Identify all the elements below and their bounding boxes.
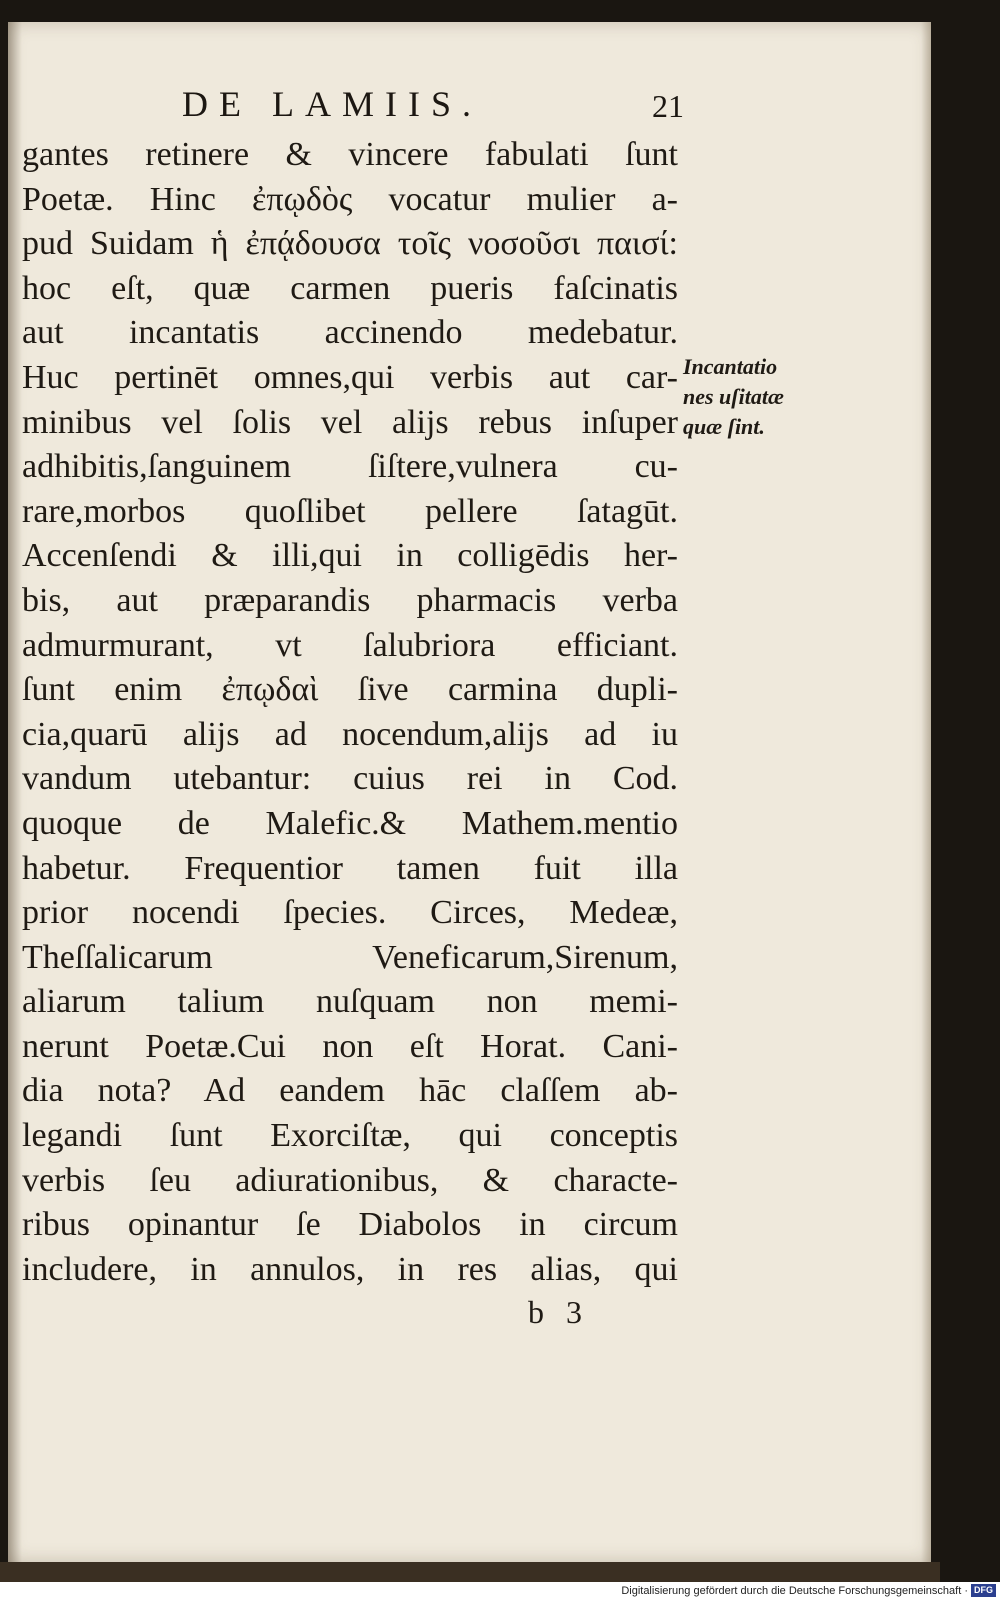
page-number: 21: [652, 88, 684, 124]
text-line: cia,quarū alijs ad nocendum,alijs ad iu: [22, 715, 678, 753]
page-edge: [921, 22, 931, 1562]
marginal-note-line: nes uſitatæ: [683, 384, 784, 409]
text-line: aliarum talium nuſquam non memi-: [22, 983, 678, 1021]
signature-mark: b 3: [528, 1294, 582, 1330]
text-line: dia nota? Ad eandem hāc claſſem ab-: [22, 1072, 678, 1110]
text-line: nerunt Poetæ.Cui non eſt Horat. Cani-: [22, 1027, 678, 1065]
text-line: habetur. Frequentior tamen fuit illa: [22, 849, 678, 887]
book-bottom-edge: [0, 1562, 940, 1582]
text-line: quoque de Malefic.& Mathem.mentio: [22, 804, 678, 842]
text-line: Accenſendi & illi,qui in colligēdis her-: [22, 537, 678, 575]
text-line: adhibitis,ſanguinem ſiſtere,vulnera cu-: [22, 448, 678, 486]
text-line: legandi ſunt Exorciſtæ, qui conceptis: [22, 1117, 678, 1155]
text-line: verbis ſeu adiurationibus, & characte-: [22, 1161, 678, 1199]
text-line: ſunt enim ἐπῳδαὶ ſive carmina dupli-: [22, 671, 678, 709]
marginal-note-line: Incantatio: [683, 354, 778, 379]
text-line: ribus opinantur ſe Diabolos in circum: [22, 1206, 678, 1244]
text-line: Theſſalicarum Veneficarum,Sirenum,: [22, 938, 678, 976]
body-text: [22, 133, 692, 1292]
text-line: prior nocendi ſpecies. Circes, Medeæ,: [22, 894, 678, 932]
text-line: includere, in annulos, in res alias, qui: [22, 1250, 678, 1288]
footer-bar: [0, 1582, 1000, 1601]
dfg-logo: DFG: [971, 1584, 996, 1597]
text-line: Huc pertinēt omnes,qui verbis aut car-: [22, 358, 678, 396]
text-line: aut incantatis accinendo medebatur.: [22, 314, 678, 352]
running-title: DE LAMIIS.: [182, 84, 482, 124]
page-header: [182, 80, 702, 128]
text-line: bis, aut præparandis pharmacis verba: [22, 581, 678, 619]
text-line: admurmurant, vt ſalubriora efficiant.: [22, 626, 678, 664]
text-line: minibus vel ſolis vel alijs rebus inſuper: [22, 403, 678, 441]
marginal-note: [683, 352, 843, 442]
text-line: vandum utebantur: cuius rei in Cod.: [22, 760, 678, 798]
text-line: Poetæ. Hinc ἐπῳδὸς vocatur mulier a-: [22, 180, 678, 218]
text-line: gantes retinere & vincere fabulati ſunt: [22, 136, 678, 173]
gutter-shadow: [8, 22, 22, 1562]
text-line: hoc eſt, quæ carmen pueris faſcinatis: [22, 269, 678, 307]
marginal-note-line: quæ ſint.: [683, 414, 765, 439]
text-line: pud Suidam ἡ ἐπᾴδουσα τοῖς νοσοῦσι παισί:: [22, 225, 678, 263]
text-line: rare,morbos quoſlibet pellere ſatagūt.: [22, 492, 678, 530]
funding-credit: Digitalisierung gefördert durch die Deutsche Forschungsgemeinschaft ·: [621, 1585, 968, 1597]
